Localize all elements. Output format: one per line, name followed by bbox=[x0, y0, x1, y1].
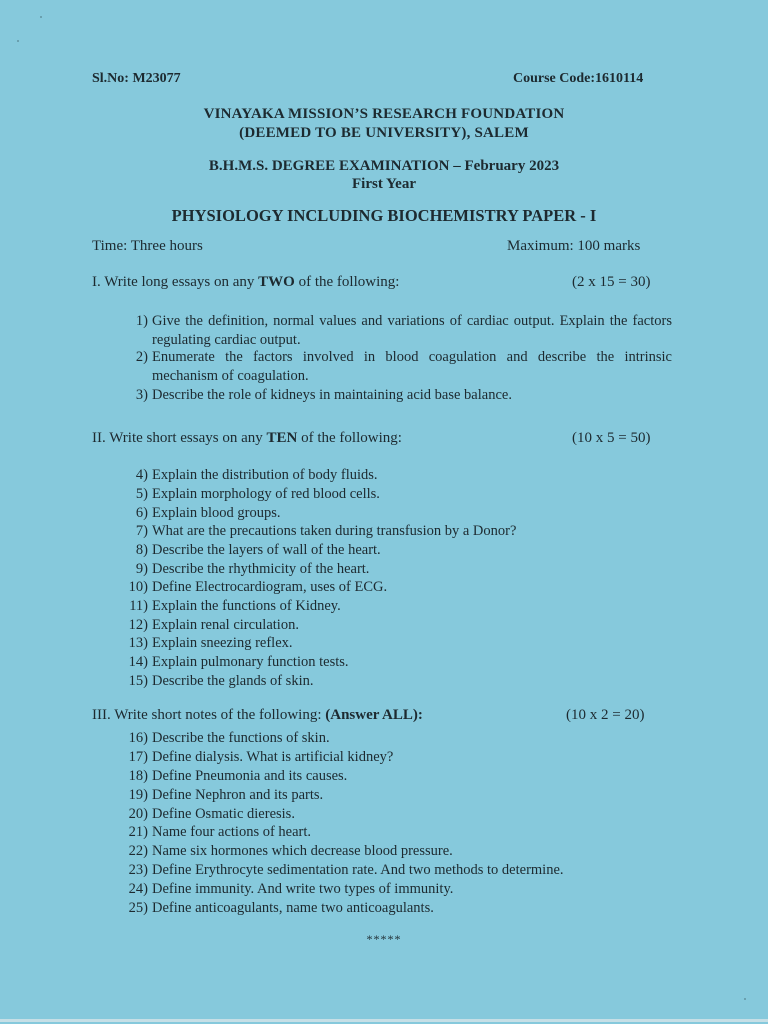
scan-speck bbox=[744, 998, 746, 1000]
maximum-marks: Maximum: 100 marks bbox=[507, 238, 641, 254]
question-text: Explain sneezing reflex. bbox=[152, 635, 293, 651]
question-text: Enumerate the factors involved in blood coagulation and describe the intrinsic mechanism of coagulation. bbox=[152, 349, 672, 384]
section-1-prefix: I. Write long essays on any bbox=[92, 274, 259, 290]
question-text: Describe the rhythmicity of the heart. bbox=[152, 561, 370, 577]
question-number: 13) bbox=[128, 635, 148, 651]
question-item bbox=[112, 805, 672, 824]
question-number: 9) bbox=[135, 561, 148, 577]
question-item bbox=[112, 541, 672, 560]
university-name: VINAYAKA MISSION’S RESEARCH FOUNDATION bbox=[203, 106, 565, 122]
question-number: 6) bbox=[135, 505, 148, 521]
question-item bbox=[112, 767, 672, 786]
question-number: 10) bbox=[128, 579, 148, 595]
question-number: 23) bbox=[128, 862, 148, 878]
section-1-marks: (2 x 15 = 30) bbox=[572, 274, 651, 290]
question-number: 2) bbox=[135, 349, 148, 365]
question-number: 8) bbox=[135, 542, 148, 558]
question-number: 21) bbox=[128, 824, 148, 840]
question-text: What are the precautions taken during transfusion by a Donor? bbox=[152, 523, 517, 539]
serial-number: Sl.No: M23077 bbox=[92, 71, 181, 86]
question-item bbox=[112, 560, 672, 579]
section-3-heading bbox=[92, 707, 423, 724]
question-text: Describe the layers of wall of the heart. bbox=[152, 542, 381, 558]
question-item bbox=[112, 672, 672, 691]
question-item bbox=[112, 578, 672, 597]
question-text: Explain morphology of red blood cells. bbox=[152, 486, 380, 502]
section-1-emphasis: TWO bbox=[258, 274, 295, 290]
question-number: 25) bbox=[128, 900, 148, 916]
question-number: 15) bbox=[128, 673, 148, 689]
question-text: Explain the distribution of body fluids. bbox=[152, 467, 378, 483]
section-2-emphasis: TEN bbox=[266, 430, 298, 446]
question-item bbox=[112, 748, 672, 767]
question-item bbox=[112, 386, 672, 405]
section-3-prefix: III. Write short notes of the following: bbox=[92, 707, 326, 723]
question-item bbox=[112, 616, 672, 635]
question-text: Name six hormones which decrease blood pressure. bbox=[152, 843, 453, 859]
question-text: Explain renal circulation. bbox=[152, 617, 299, 633]
question-item bbox=[112, 348, 672, 385]
question-text: Define Pneumonia and its causes. bbox=[152, 768, 348, 784]
question-number: 22) bbox=[128, 843, 148, 859]
question-number: 12) bbox=[128, 617, 148, 633]
question-number: 16) bbox=[128, 730, 148, 746]
question-text: Define anticoagulants, name two anticoagulants. bbox=[152, 900, 434, 916]
question-text: Define Nephron and its parts. bbox=[152, 787, 324, 803]
question-item bbox=[112, 466, 672, 485]
section-1-heading bbox=[92, 274, 399, 291]
question-item bbox=[112, 842, 672, 861]
question-text: Define Electrocardiogram, uses of ECG. bbox=[152, 579, 388, 595]
question-text: Define Osmatic dieresis. bbox=[152, 806, 295, 822]
question-number: 11) bbox=[129, 598, 148, 614]
section-1-suffix: of the following: bbox=[294, 274, 400, 290]
question-item bbox=[112, 312, 672, 349]
question-text: Describe the functions of skin. bbox=[152, 730, 330, 746]
end-marker-stars: ***** bbox=[366, 932, 402, 946]
question-item bbox=[112, 786, 672, 805]
question-item bbox=[112, 653, 672, 672]
question-text: Explain blood groups. bbox=[152, 505, 281, 521]
scan-speck bbox=[40, 16, 42, 18]
question-number: 20) bbox=[128, 806, 148, 822]
question-item bbox=[112, 504, 672, 523]
deemed-university-line: (DEEMED TO BE UNIVERSITY), SALEM bbox=[239, 125, 529, 141]
scan-bottom-edge bbox=[0, 1019, 768, 1022]
question-text: Explain the functions of Kidney. bbox=[152, 598, 341, 614]
question-item bbox=[112, 522, 672, 541]
question-number: 3) bbox=[135, 387, 148, 403]
question-number: 18) bbox=[128, 768, 148, 784]
question-item bbox=[112, 729, 672, 748]
question-item bbox=[112, 880, 672, 899]
question-number: 7) bbox=[135, 523, 148, 539]
question-text: Name four actions of heart. bbox=[152, 824, 312, 840]
section-2-marks: (10 x 5 = 50) bbox=[572, 430, 651, 446]
scan-speck bbox=[17, 40, 19, 42]
question-number: 17) bbox=[128, 749, 148, 765]
paper-title: PHYSIOLOGY INCLUDING BIOCHEMISTRY PAPER - I bbox=[171, 206, 597, 225]
question-item bbox=[112, 485, 672, 504]
section-3-emphasis: (Answer ALL): bbox=[325, 707, 423, 723]
question-text: Describe the role of kidneys in maintaining acid base balance. bbox=[152, 387, 512, 403]
question-item bbox=[112, 861, 672, 880]
question-item bbox=[112, 899, 672, 918]
question-item bbox=[112, 634, 672, 653]
exam-year: First Year bbox=[352, 176, 416, 192]
question-text: Define immunity. And write two types of immunity. bbox=[152, 881, 454, 897]
question-number: 5) bbox=[135, 486, 148, 502]
question-number: 19) bbox=[128, 787, 148, 803]
question-number: 24) bbox=[128, 881, 148, 897]
question-item bbox=[112, 597, 672, 616]
section-2-suffix: of the following: bbox=[297, 430, 402, 446]
section-2-heading bbox=[92, 430, 402, 447]
question-number: 4) bbox=[135, 467, 148, 483]
question-text: Explain pulmonary function tests. bbox=[152, 654, 349, 670]
course-code: Course Code:1610114 bbox=[513, 71, 644, 86]
question-text: Describe the glands of skin. bbox=[152, 673, 314, 689]
question-text: Give the definition, normal values and variations of cardiac output. Explain the factors regulating cardiac output. bbox=[152, 313, 672, 348]
exam-title: B.H.M.S. DEGREE EXAMINATION – February 2023 bbox=[208, 158, 560, 174]
question-number: 14) bbox=[128, 654, 148, 670]
question-number: 1) bbox=[135, 313, 148, 329]
section-2-prefix: II. Write short essays on any bbox=[92, 430, 267, 446]
question-text: Define dialysis. What is artificial kidney? bbox=[152, 749, 394, 765]
exam-duration: Time: Three hours bbox=[92, 238, 203, 254]
section-3-marks: (10 x 2 = 20) bbox=[566, 707, 645, 723]
question-item bbox=[112, 823, 672, 842]
question-text: Define Erythrocyte sedimentation rate. And two methods to determine. bbox=[152, 862, 564, 878]
